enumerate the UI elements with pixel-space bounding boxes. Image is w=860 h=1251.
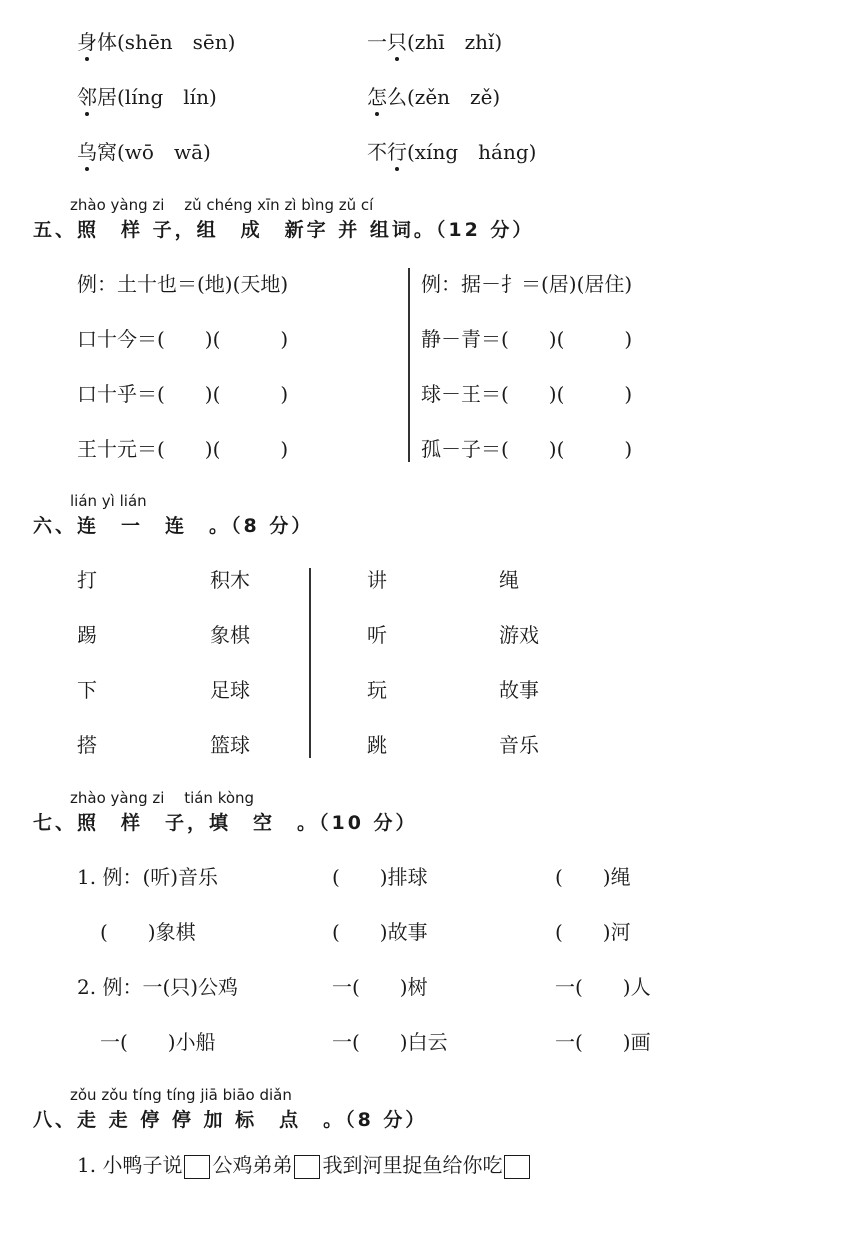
sec7-pinyin: zhào yàng zi tián kòng (70, 789, 255, 807)
pinyin-options: (xíng háng) (407, 140, 537, 164)
pinyin-options: (zhī zhǐ) (407, 30, 503, 54)
sec8-part-0: 1. 小鸭子说 (77, 1153, 183, 1177)
sec6-col4-2: 故事 (499, 678, 539, 702)
sec6-title: 六、连 一 连 。（8 分） (33, 515, 314, 537)
sec7-r0-c0: 1. 例：(听)音乐 (77, 865, 219, 889)
sec7-r0-c1: ( )排球 (332, 865, 428, 889)
sec7-r2-c2: 一( )人 (555, 975, 651, 999)
sec7-r2-c1: 一( )树 (332, 975, 428, 999)
sec6-col2-0: 积木 (210, 568, 250, 592)
sec4-item-3 (367, 85, 500, 109)
sec4-item-1 (367, 30, 502, 54)
dotted-char: 邻 (77, 85, 97, 109)
sec7-r3-c0: 一( )小船 (100, 1030, 216, 1054)
sec6-divider (309, 568, 311, 758)
sec5-title: 五、照 样 子，组 成 新字 并 组词。（12 分） (33, 219, 535, 241)
dotted-char: 身 (77, 30, 97, 54)
sec4-item-0 (77, 30, 235, 54)
sec5-right-3: 孤－子＝( )( ) (421, 437, 633, 461)
word-rest: 么 (387, 85, 407, 109)
sec5-right-2: 球－王＝( )( ) (421, 382, 633, 406)
sec6-col4-0: 绳 (499, 568, 519, 592)
pinyin-options: (wō wā) (117, 140, 211, 164)
sec8-part-1: 公鸡弟弟 (212, 1153, 293, 1177)
sec7-r0-c2: ( )绳 (555, 865, 631, 889)
sec6-col4-1: 游戏 (499, 623, 539, 647)
sec6-col1-2: 下 (77, 678, 97, 702)
sec5-right-0: 例：据－扌＝(居)(居住) (421, 272, 633, 296)
pinyin-options: (shēn sēn) (117, 30, 236, 54)
sec4-item-2 (77, 85, 217, 109)
sec5-left-0: 例：土十也＝(地)(天地) (77, 272, 289, 296)
punctuation-box[interactable] (184, 1155, 210, 1179)
word-rest: 体 (97, 30, 117, 54)
sec7-r3-c2: 一( )画 (555, 1030, 651, 1054)
sec4-item-4 (77, 140, 211, 164)
sec8-title: 八、走 走 停 停 加 标 点 。（8 分） (33, 1109, 428, 1131)
sec6-col2-2: 足球 (210, 678, 250, 702)
pinyin-options: (zěn zě) (407, 85, 501, 109)
sec7-r3-c1: 一( )白云 (332, 1030, 448, 1054)
sec6-col3-2: 玩 (367, 678, 387, 702)
sec7-r2-c0: 2. 例：一(只)公鸡 (77, 975, 239, 999)
sec7-r1-c2: ( )河 (555, 920, 631, 944)
sec6-col3-3: 跳 (367, 733, 387, 757)
sec6-pinyin: lián yì lián (70, 492, 147, 510)
sec6-col3-1: 听 (367, 623, 387, 647)
dotted-char: 乌 (77, 140, 97, 164)
sec6-col1-1: 踢 (77, 623, 97, 647)
sec5-left-3: 王十元＝( )( ) (77, 437, 289, 461)
word-rest: 不 (367, 140, 387, 164)
sec6-col1-3: 搭 (77, 733, 97, 757)
dotted-char: 只 (387, 30, 407, 54)
word-rest: 窝 (97, 140, 117, 164)
sec8-pinyin: zǒu zǒu tíng tíng jiā biāo diǎn (70, 1086, 292, 1104)
dotted-char: 怎 (367, 85, 387, 109)
sec6-col2-3: 篮球 (210, 733, 250, 757)
sec5-divider (408, 268, 410, 462)
sec7-r1-c0: ( )象棋 (100, 920, 196, 944)
sec5-left-1: 口十今＝( )( ) (77, 327, 289, 351)
punctuation-box[interactable] (294, 1155, 320, 1179)
punctuation-box[interactable] (504, 1155, 530, 1179)
pinyin-options: (líng lín) (117, 85, 217, 109)
sec5-right-1: 静－青＝( )( ) (421, 327, 633, 351)
sec5-left-2: 口十乎＝( )( ) (77, 382, 289, 406)
dotted-char: 行 (387, 140, 407, 164)
sec7-r1-c1: ( )故事 (332, 920, 428, 944)
sec8-part-2: 我到河里捉鱼给你吃 (322, 1153, 503, 1177)
sec6-col3-0: 讲 (367, 568, 387, 592)
sec4-item-5 (367, 140, 536, 164)
sec6-col1-0: 打 (77, 568, 97, 592)
sec7-title: 七、照 样 子，填 空 。（10 分） (33, 812, 418, 834)
sec8-line1 (77, 1153, 532, 1179)
word-rest: 居 (97, 85, 117, 109)
sec6-col4-3: 音乐 (499, 733, 539, 757)
word-rest: 一 (367, 30, 387, 54)
sec6-col2-1: 象棋 (210, 623, 250, 647)
sec5-pinyin: zhào yàng zi zǔ chéng xīn zì bìng zǔ cí (70, 196, 374, 214)
